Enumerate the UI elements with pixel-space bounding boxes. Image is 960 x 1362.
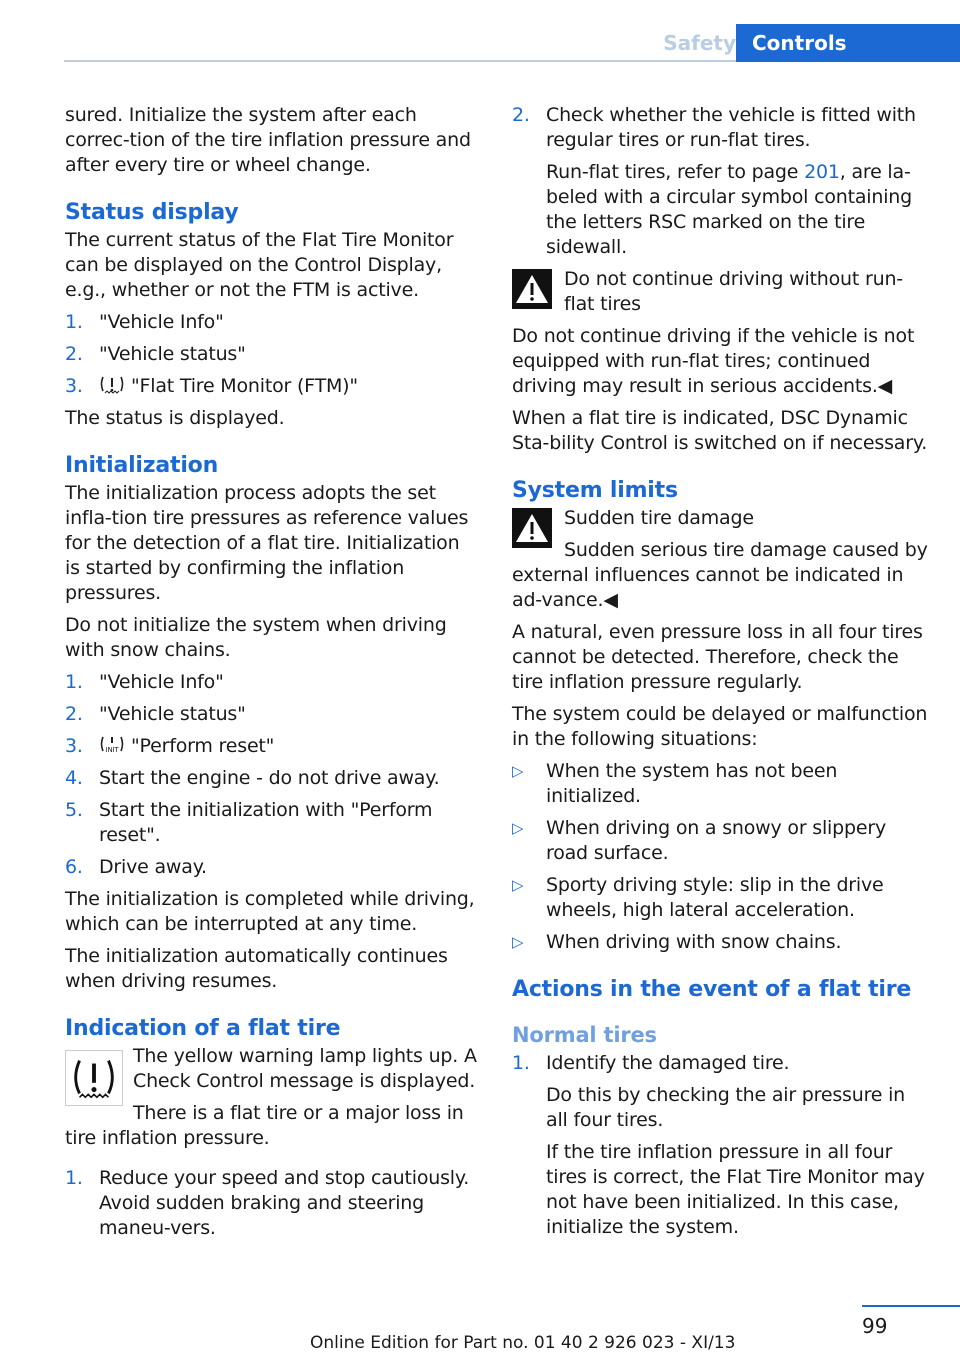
right-column — [512, 103, 930, 1247]
initialization-heading: Initialization — [65, 453, 219, 478]
status-display-heading: Status display — [65, 200, 239, 225]
flat-tire-heading: Indication of a flat tire — [65, 1016, 341, 1041]
step2-runflat-text: Run-flat tires, refer to page 201, are la-beled with a circular symbol containing the letters RSC marked on the tire sidewall. — [546, 161, 912, 258]
dsc-text: When a flat tire is indicated, DSC Dynamic Sta-bility Control is switched on if necessary. — [512, 407, 928, 454]
warning-triangle-icon — [512, 269, 552, 309]
step2-text: Check whether the vehicle is fitted with regular tires or run-flat tires. — [546, 104, 916, 151]
status-steps — [65, 310, 479, 399]
flat-tire-block — [65, 1044, 479, 1158]
system-limits-heading: System limits — [512, 478, 678, 503]
list-item: 2. "Vehicle status" — [65, 343, 246, 365]
tire-init-icon — [99, 735, 125, 755]
list-item: 1. Reduce your speed and stop cautiously. Avoid sudden braking and steering maneu-vers. — [65, 1167, 470, 1239]
page-link-201[interactable]: 201 — [804, 161, 840, 183]
list-item: 1. "Vehicle Info" — [65, 311, 224, 333]
edition-footer: Online Edition for Part no. 01 40 2 926 023 - XI/13 — [310, 1333, 736, 1353]
status-result: The status is displayed. — [65, 407, 285, 429]
delay-intro: The system could be delayed or malfunction in the following situations: — [512, 703, 928, 750]
initialization-done: The initialization is completed while driving, which can be interrupted at any time. — [65, 888, 475, 935]
normal-step1-detail: Do this by checking the air pressure in all four tires. — [546, 1084, 906, 1131]
flat-tire-warning-lamp-icon — [65, 1050, 123, 1106]
initialization-continue: The initialization automatically continues when driving resumes. — [65, 945, 448, 992]
list-item: 6. Drive away. — [65, 856, 207, 878]
list-item: ▷ When driving on a snowy or slippery road surface. — [512, 817, 886, 864]
initialization-steps — [65, 670, 479, 880]
svg-text:INIT: INIT — [105, 746, 119, 754]
flat-tire-loss-text: There is a flat tire or a major loss in tire inflation pressure. — [65, 1102, 464, 1149]
normal-step1-text: Identify the damaged tire. — [546, 1052, 790, 1074]
tab-controls[interactable]: Controls — [736, 24, 960, 62]
warning-sudden-damage-title: Sudden tire damage — [564, 507, 754, 529]
list-item: ▷ When the system has not been initialized. — [512, 760, 838, 807]
list-item: ▷ Sporty driving style: slip in the drive wheels, high lateral acceleration. — [512, 874, 884, 921]
continuation-paragraph: sured. Initialize the system after each correc-tion of the tire inflation pressure and after every tire or wheel change. — [65, 104, 471, 176]
list-item: ▷ When driving with snow chains. — [512, 931, 842, 953]
normal-tires-steps — [512, 1051, 930, 1240]
list-item: 3. "Flat Tire Monitor (FTM)" — [65, 375, 358, 397]
list-item: 4. Start the engine - do not drive away. — [65, 767, 440, 789]
list-item: 2. "Vehicle status" — [65, 703, 246, 725]
page-number: 99 — [862, 1314, 888, 1338]
initialization-text: The initialization process adopts the set infla-tion tire pressures as reference values for the detection of a flat tire. Initialization is started by confirming the inflation pressures. — [65, 482, 469, 604]
left-column — [65, 103, 479, 1248]
pressure-loss-text: A natural, even pressure loss in all four tires cannot be detected. Therefore, check the tire inflation pressure regularly. — [512, 621, 923, 693]
tab-safety[interactable]: Safety — [663, 31, 736, 55]
initialization-warning: Do not initialize the system when driving with snow chains. — [65, 614, 447, 661]
list-item: 1. Identify the damaged tire. Do this by checking the air pressure in all four tires. If the tire inflation pressure in all four tires is correct, the Flat Tire Monitor may not have been initialized. In this case, initialize the system. — [512, 1051, 930, 1240]
delay-list — [512, 759, 930, 955]
warning-sudden-damage-text: Sudden serious tire damage caused by external influences cannot be indicated in ad-vance.◀ — [512, 539, 928, 611]
list-item: 5. Start the initialization with "Perform reset". — [65, 799, 433, 846]
normal-tires-heading: Normal tires — [512, 1023, 657, 1047]
warning-runflat-text: Do not continue driving if the vehicle is not equipped with run-flat tires; continued driving may result in serious accidents.◀ — [512, 325, 915, 397]
warning-sudden-damage — [512, 506, 930, 613]
warning-triangle-icon — [512, 508, 552, 548]
flat-tire-steps-continued — [512, 103, 930, 260]
list-item: 2. Check whether the vehicle is fitted with regular tires or run-flat tires. Run-flat tires, refer to page 201, are la-beled with a circular symbol containing the letters RSC marked on the tire sidewall. — [512, 103, 930, 260]
tire-warning-icon — [99, 375, 125, 395]
normal-step1-init: If the tire inflation pressure in all four tires is correct, the Flat Tire Monitor may not have been initialized. In this case, initialize the system. — [546, 1141, 925, 1238]
footer-rule — [862, 1305, 960, 1307]
flat-tire-steps — [65, 1166, 479, 1241]
list-item: 3. INIT "Perform reset" — [65, 735, 275, 757]
warning-runflat — [512, 267, 930, 399]
actions-heading: Actions in the event of a flat tire — [512, 977, 912, 1002]
flat-tire-lamp-text: The yellow warning lamp lights up. A Check Control message is displayed. — [133, 1045, 477, 1092]
list-item: 1. "Vehicle Info" — [65, 671, 224, 693]
warning-runflat-title: Do not continue driving without run-flat tires — [564, 268, 903, 315]
status-display-text: The current status of the Flat Tire Monitor can be displayed on the Control Display, e.g., whether or not the FTM is active. — [65, 229, 454, 301]
